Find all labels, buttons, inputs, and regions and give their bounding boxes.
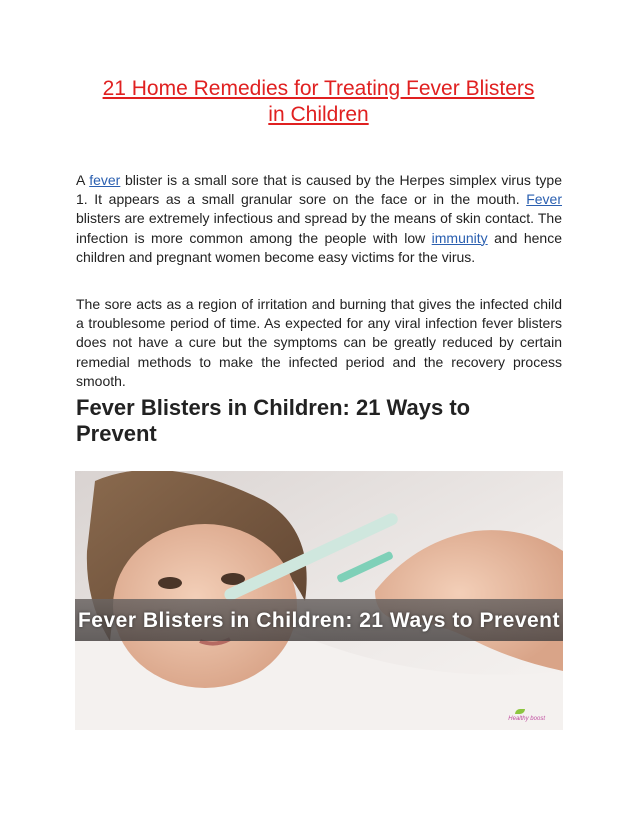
article-photo [75,471,563,730]
second-paragraph: The sore acts as a region of irritation and burning that gives the infected child a troublesome period of time. As expected for any viral infection fever blisters does not have a cure but the symptoms can be greatly reduced by certain remedial methods to make the infected period and the recovery process smooth. [76,296,562,389]
left-eye [158,577,182,589]
photo-illustration [75,471,563,730]
photo-banner-text: Fever Blisters in Children: 21 Ways to Prevent [77,609,561,632]
paragraph1-text-4: and hence children and pregnant women become easy victims for the virus. [76,229,562,265]
heading-line-2: Prevent [76,421,157,446]
paragraph1-text-3: blisters are extremely infectious and spread by the means of skin contact. The infection is more common among the people with low [76,210,562,246]
intro-paragraph [76,171,562,267]
page-title [70,76,567,128]
paragraph1-text-2: blister is a small sore that is caused by the Herpes simplex virus type 1. It appears as a small granular sore on the face or in the mouth. [76,172,562,208]
fever-link-2[interactable]: Fever [526,191,562,208]
title-line-2: in Children [268,103,369,126]
fever-link[interactable]: fever [89,172,121,188]
immunity-link[interactable]: immunity [431,229,488,246]
section-heading [76,395,546,447]
heading-line-1: Fever Blisters in Children: 21 Ways to [76,395,471,420]
title-line-1: 21 Home Remedies for Treating Fever Blisters [102,77,535,100]
paragraph1-text-1: A [76,172,90,188]
watermark-logo: Healthy boost [508,716,545,722]
